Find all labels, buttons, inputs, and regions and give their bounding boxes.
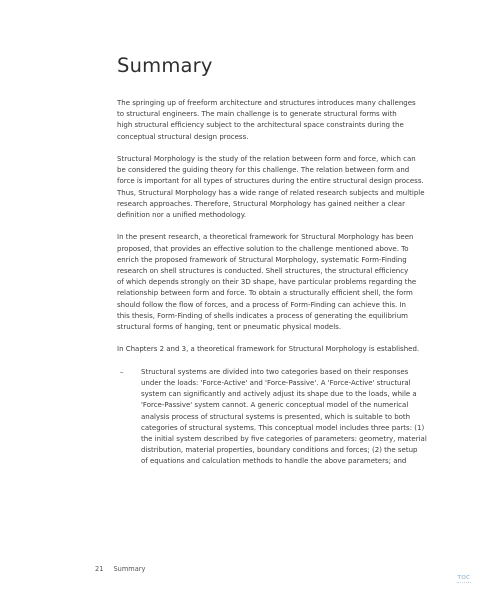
text-line: In the present research, a theoretical framework for Structural Morphology has been xyxy=(117,233,414,242)
toc-label: TOC xyxy=(457,575,471,581)
text-line: under the loads: 'Force-Active' and 'Force-Passive'. A 'Force-Active' structural xyxy=(141,379,411,388)
text-line: analysis process of structural systems is presented, which is suitable to both xyxy=(141,412,411,421)
text-line: proposed, that provides an effective solution to the challenge mentioned above. To xyxy=(117,244,409,253)
text-line: this thesis, Form-Finding of shells indicates a process of generating the equilibrium xyxy=(117,311,409,320)
paragraph-2 xyxy=(117,154,442,221)
text-line: definition nor a unified methodology. xyxy=(117,211,247,220)
text-line: 'Force-Passive' system cannot. A generic conceptual model of the numerical xyxy=(141,401,409,410)
text-line: research on shell structures is conducted. Shell structures, the structural efficiency xyxy=(117,267,409,276)
text-line: Thus, Structural Morphology has a wide range of related research subjects and multiple xyxy=(117,188,425,197)
page-footer xyxy=(95,565,145,573)
text-line: of which depends strongly on their 3D shape, have particular problems regarding the xyxy=(117,278,417,287)
text-line: system can significantly and actively adjust its shape due to the loads, while a xyxy=(141,390,417,399)
text-line: Structural systems are divided into two categories based on their responses xyxy=(141,367,409,376)
text-line: In Chapters 2 and 3, a theoretical framework for Structural Morphology is established. xyxy=(117,345,420,354)
text-line: should follow the flow of forces, and a process of Form-Finding can achieve this. In xyxy=(117,300,406,309)
text-line: force is important for all types of structures during the entire structural design process. xyxy=(117,177,424,186)
text-line: enrich the proposed framework of Structural Morphology, systematic Form-Finding xyxy=(117,255,407,264)
body-text xyxy=(117,98,442,468)
paragraph-3 xyxy=(117,232,442,333)
bullet-marker: – xyxy=(120,367,124,376)
text-line: The springing up of freeform architecture and structures introduces many challenges xyxy=(117,99,416,107)
bullet-item xyxy=(117,367,442,468)
footer-section-title: Summary xyxy=(113,565,146,573)
text-line: high structural efficiency subject to the architectural space constraints during the xyxy=(117,121,404,130)
text-line: conceptual structural design process. xyxy=(117,132,249,141)
text-line: be considered the guiding theory for this challenge. The relation between form and xyxy=(117,166,410,175)
text-line: to structural engineers. The main challenge is to generate structural forms with xyxy=(117,110,397,119)
page-title: Summary xyxy=(117,54,213,77)
text-line: relationship between form and force. To obtain a structurally efficient shell, the form xyxy=(117,289,413,298)
text-line: of equations and calculation methods to handle the above parameters; and xyxy=(141,457,407,466)
text-line: categories of structural systems. This conceptual model includes three parts: (1) xyxy=(141,423,425,432)
text-line: research approaches. Therefore, Structural Morphology has gained neither a clear xyxy=(117,199,405,208)
toc-underline xyxy=(457,582,471,584)
text-line: Structural Morphology is the study of the relation between form and force, which can xyxy=(117,155,416,163)
text-line: the initial system described by five categories of parameters: geometry, material xyxy=(141,435,427,444)
paragraph-4 xyxy=(117,344,442,355)
toc-link[interactable] xyxy=(453,575,475,584)
paragraph-1 xyxy=(117,98,442,143)
text-line: structural forms of hanging, tent or pneumatic physical models. xyxy=(117,323,342,332)
page-number: 21 xyxy=(95,565,104,573)
text-line: distribution, material properties, boundary conditions and forces; (2) the setup xyxy=(141,446,418,455)
